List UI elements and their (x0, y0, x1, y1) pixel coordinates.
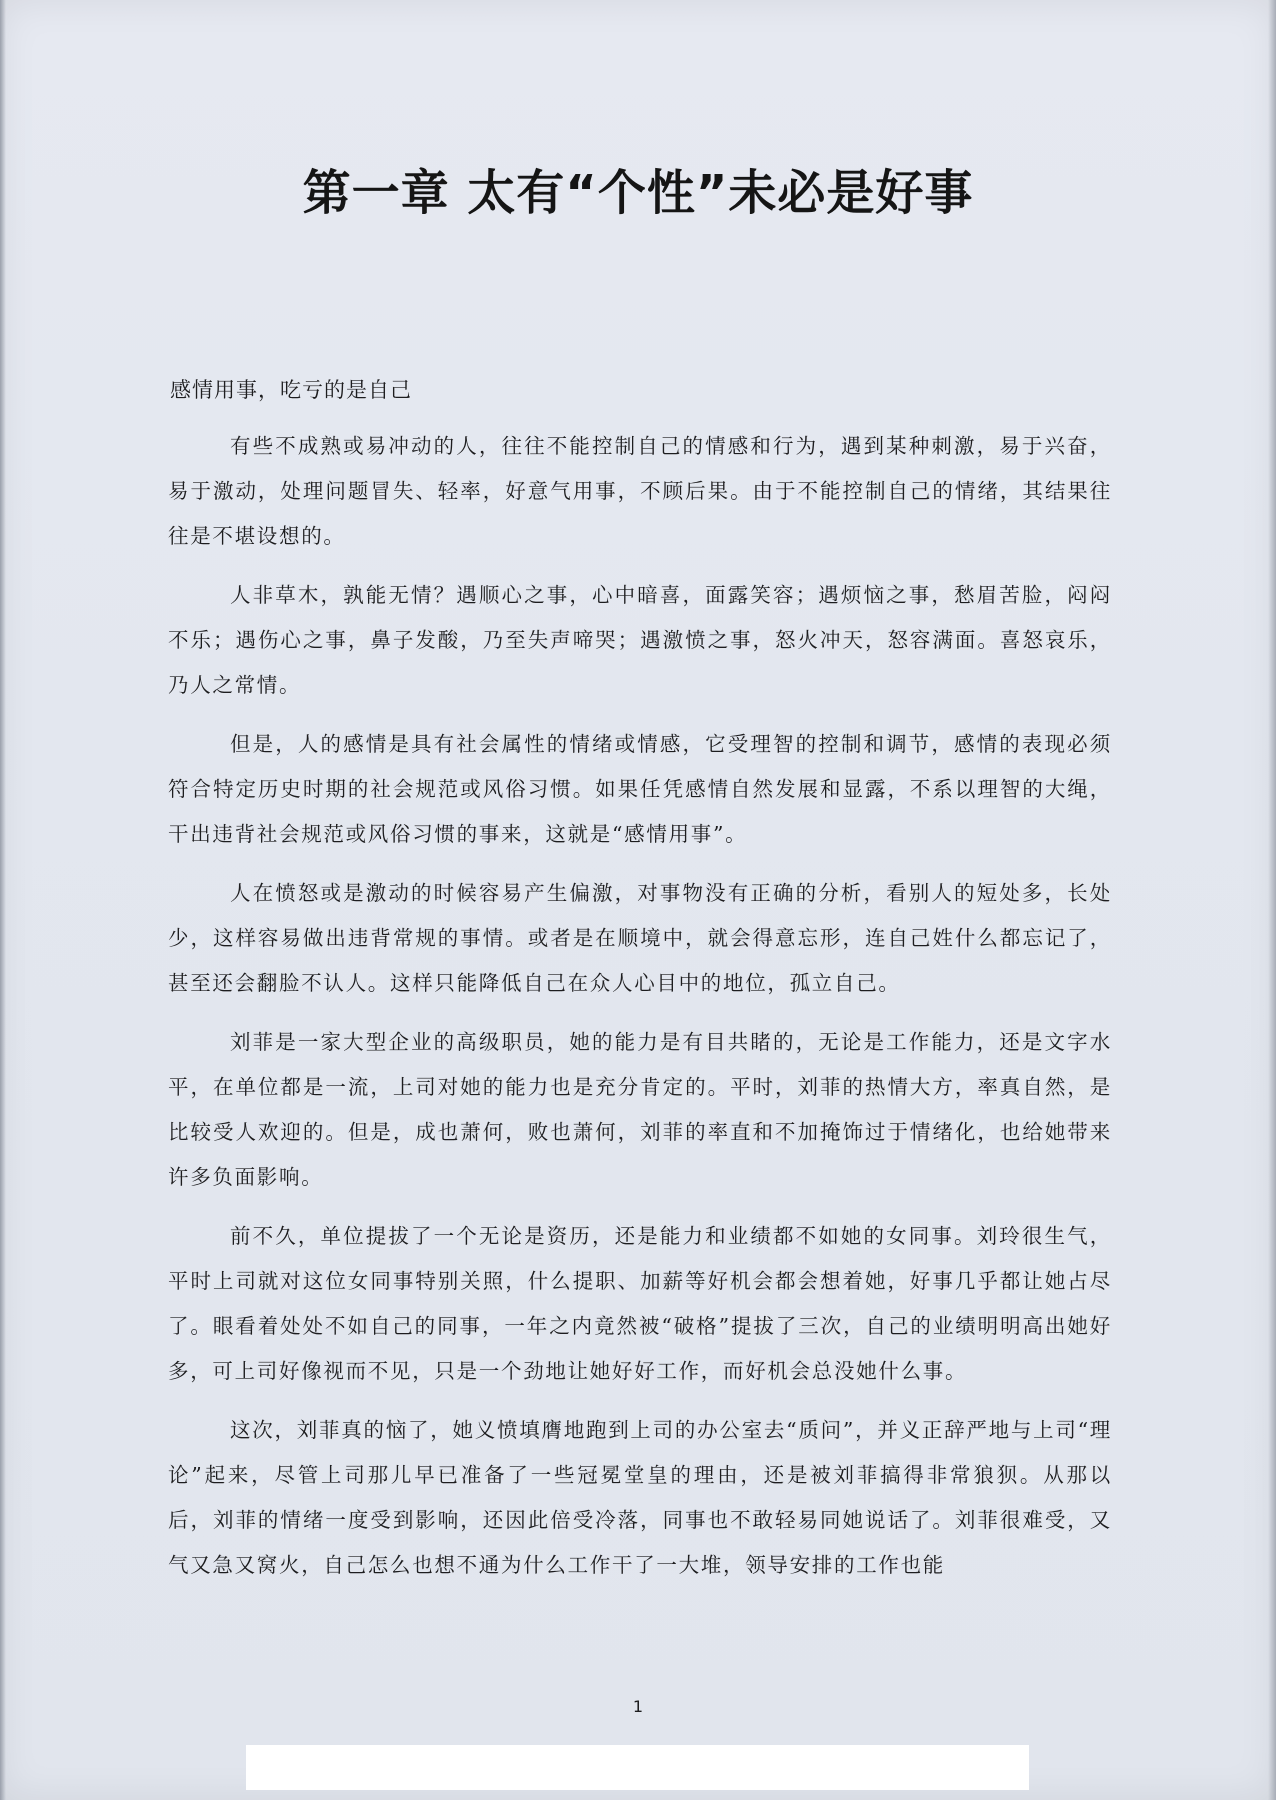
scan-edge-left (0, 0, 6, 1800)
paragraph-4: 人在愤怒或是激动的时候容易产生偏激，对事物没有正确的分析，看别人的短处多，长处少，这样容易做出违背常规的事情。或者是在顺境中，就会得意忘形，连自己姓什么都忘记了，甚至还会翻脸不认人。这样只能降低自己在众人心目中的地位，孤立自己。 (168, 881, 1112, 995)
chapter-title: 第一章 太有“个性”未必是好事 (302, 165, 974, 221)
paragraph-7: 这次，刘菲真的恼了，她义愤填膺地跑到上司的办公室去“质问”，并义正辞严地与上司“理论”起来，尽管上司那儿早已准备了一些冠冕堂皇的理由，还是被刘菲搞得非常狼狈。从那以后，刘菲的情绪一度受到影响，还因此倍受冷落，同事也不敢轻易同她说话了。刘菲很难受，又气又急又窝火，自己怎么也想不通为什么工作干了一大堆，领导安排的工作也能 (168, 1418, 1112, 1577)
paragraph-3: 但是，人的感情是具有社会属性的情绪或情感，它受理智的控制和调节，感情的表现必须符合特定历史时期的社会规范或风俗习惯。如果任凭感情自然发展和显露，不系以理智的大绳，干出违背社会规范或风俗习惯的事来，这就是“感情用事”。 (168, 732, 1112, 846)
paragraph-2: 人非草木，孰能无情？遇顺心之事，心中暗喜，面露笑容；遇烦恼之事，愁眉苦脸，闷闷不乐；遇伤心之事，鼻子发酸，乃至失声啼哭；遇激愤之事，怒火冲天，怒容满面。喜怒哀乐，乃人之常情。 (168, 583, 1112, 697)
paragraph-1: 有些不成熟或易冲动的人，往往不能控制自己的情感和行为，遇到某种刺激，易于兴奋，易于激动，处理问题冒失、轻率，好意气用事，不顾后果。由于不能控制自己的情绪，其结果往往是不堪设想的。 (168, 434, 1112, 548)
paragraph-5: 刘菲是一家大型企业的高级职员，她的能力是有目共睹的，无论是工作能力，还是文字水平，在单位都是一流，上司对她的能力也是充分肯定的。平时，刘菲的热情大方，率真自然，是比较受人欢迎的。但是，成也萧何，败也萧何，刘菲的率直和不加掩饰过于情绪化，也给她带来许多负面影响。 (168, 1030, 1112, 1189)
white-redaction-strip (246, 1745, 1029, 1790)
scan-edge-right (1268, 0, 1276, 1800)
paragraph-6: 前不久，单位提拔了一个无论是资历，还是能力和业绩都不如她的女同事。刘玲很生气，平时上司就对这位女同事特别关照，什么提职、加薪等好机会都会想着她，好事几乎都让她占尽了。眼看着处处不如自己的同事，一年之内竟然被“破格”提拔了三次，自己的业绩明明高出她好多，可上司好像视而不见，只是一个劲地让她好好工作，而好机会总没她什么事。 (168, 1224, 1112, 1383)
section-title: 感情用事，吃亏的是自己 (170, 378, 412, 402)
body-text (168, 424, 1112, 1602)
page-number: 1 (632, 1697, 644, 1716)
